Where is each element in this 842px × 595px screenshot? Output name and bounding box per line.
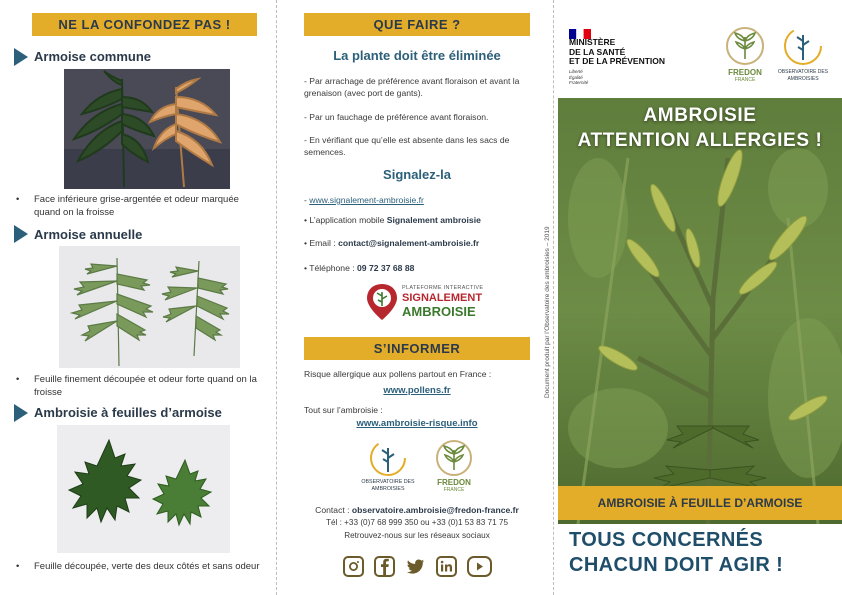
hero-photo-ambroisie [558,98,842,524]
caption-ambroisie-feuilles: • Feuille découpée, verte des deux côtés et sans odeur [16,561,260,572]
photo-armoise-annuelle [59,246,240,368]
heading-ambroisie-feuilles-armoise: Ambroisie à feuilles d’armoise [34,405,222,420]
fredon-logo-top: FREDON FRANCE [722,25,768,85]
info-link-ambroisie-wrap [281,418,553,430]
report-phone-line: • Téléphone : 09 72 37 68 88 [304,263,415,273]
facebook-icon[interactable] [374,556,395,577]
youtube-icon[interactable] [467,556,492,577]
info-line-pollens: Risque allergique aux pollens partout en France : [304,369,492,379]
panel-actions [281,0,553,595]
contact-tel: Tél : +33 (0)7 68 999 350 ou +33 (0)1 53 83 71 75 [325,518,509,527]
social-invite: Retrouvez-nous sur les réseaux sociaux [344,531,490,540]
banner-s-informer: S’INFORMER [304,337,530,360]
vertical-credit: Document produit par l’Observatoire des ambroisies – 2019 [544,226,551,398]
contact-line: Contact : observatoire.ambroisie@fredon-france.fr [315,505,519,515]
fredon-logo: FREDON FRANCE [431,438,477,496]
photo-ambroisie-feuilles [57,425,230,553]
info-link-pollens-wrap [281,385,553,397]
info-line-ambroisie: Tout sur l’ambroisie : [304,405,383,415]
banner-ne-la-confondez-pas: NE LA CONFONDEZ PAS ! [32,13,257,36]
ambroisie-risque-link[interactable]: www.ambroisie-risque.info [356,418,478,429]
triangle-bullet-icon [14,404,28,422]
heading-armoise-annuelle: Armoise annuelle [34,227,143,242]
report-email-link[interactable]: contact@signalement-ambroisie.fr [338,238,480,248]
contact-email-link[interactable]: observatoire.ambroisie@fredon-france.fr [351,505,519,515]
todo-title: La plante doit être éliminée [333,48,501,63]
report-title: Signalez-la [383,167,451,182]
caption-armoise-annuelle: • Feuille finement découpée et odeur forte quand on la froisse [16,374,257,398]
ministry-logo: MINISTÈRE DE LA SANTÉ ET DE LA PRÉVENTION Liberté Égalité Fraternité [569,26,689,86]
observatoire-logo: OBSERVATOIRE DES AMBROISIES [366,438,410,496]
banner-que-faire: QUE FAIRE ? [304,13,530,36]
cta-slogan: TOUS CONCERNÉS CHACUN DOIT AGIR ! [569,529,784,576]
report-app-line: • L’application mobile Signalement ambroisie [304,215,481,225]
instagram-icon[interactable] [343,556,364,577]
fold-line [276,0,277,595]
triangle-bullet-icon [14,48,28,66]
todo-item-semences: - En vérifiant que qu’elle est absente dans les sacs de semences. [304,135,510,157]
triangle-bullet-icon [14,225,28,243]
report-site-line: - www.signalement-ambroisie.fr [304,195,424,205]
signalement-ambroisie-logo: PLATEFORME INTERACTIVE SIGNALEMENT AMBROISIE [365,282,491,322]
pollens-link[interactable]: www.pollens.fr [383,385,451,396]
report-site-link[interactable]: www.signalement-ambroisie.fr [309,195,424,205]
panel-confusion [0,0,280,595]
photo-tag: AMBROISIE À FEUILLE D’ARMOISE [558,486,842,520]
hero-title: AMBROISIE ATTENTION ALLERGIES ! [577,105,823,151]
todo-item-fauchage: - Par un fauchage de préférence avant floraison. [304,112,489,122]
linkedin-icon[interactable] [436,556,457,577]
caption-armoise-commune: • Face inférieure grise-argentée et odeur marquée quand on la froisse [16,194,239,218]
report-email-line: • Email : contact@signalement-ambroisie.fr [304,238,480,248]
observatoire-logo-top: OBSERVATOIRE DES AMBROISIES [778,25,828,85]
todo-item-arrachage: - Par arrachage de préférence avant floraison et avant la grenaison (avec port de gants). [304,76,520,98]
panel-cover [544,0,842,595]
photo-armoise-commune [64,69,230,189]
map-pin-icon [365,282,399,322]
heading-armoise-commune: Armoise commune [34,49,152,64]
twitter-icon[interactable] [405,556,426,577]
